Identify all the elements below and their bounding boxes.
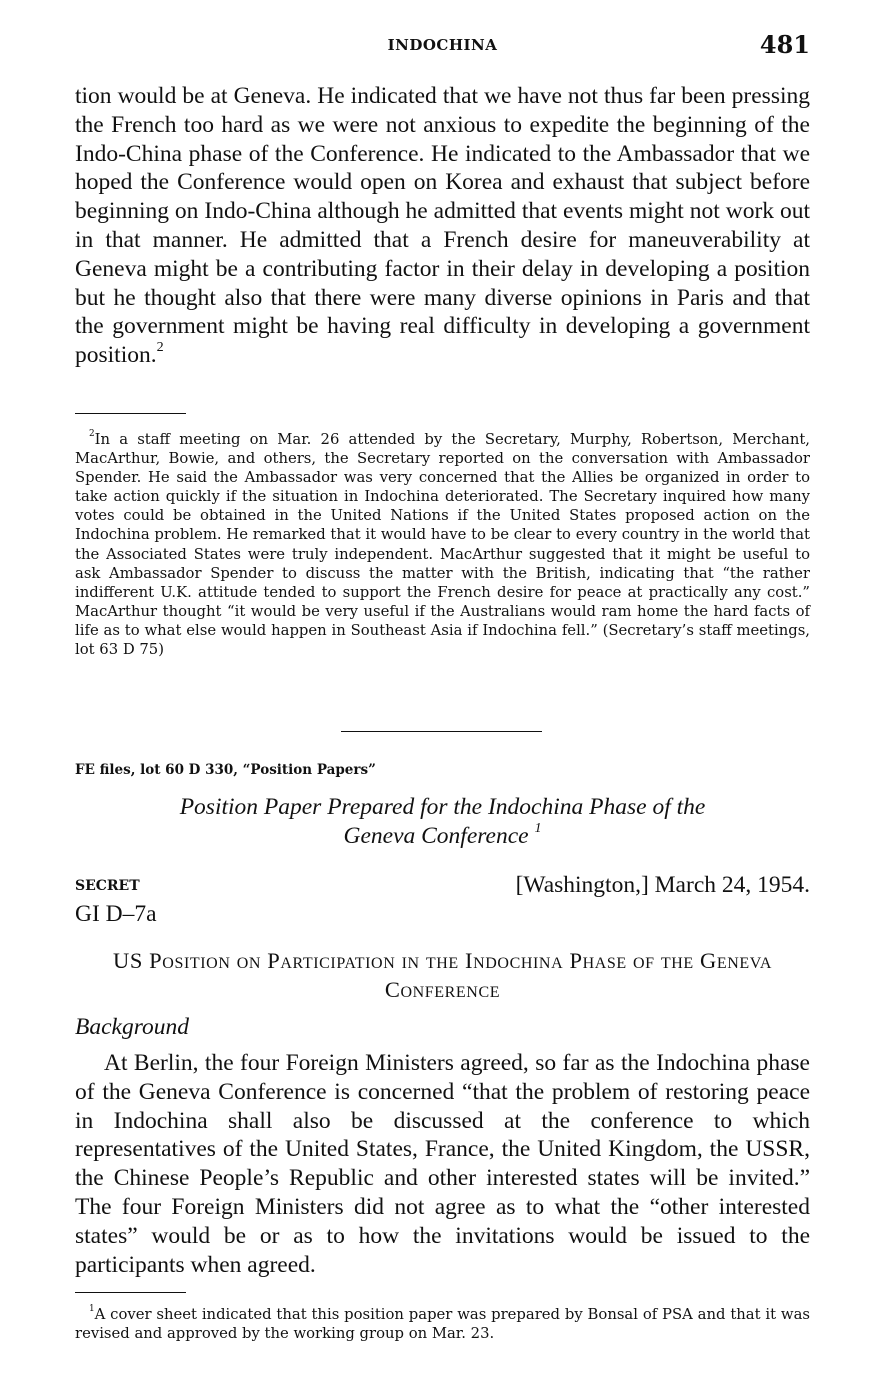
footnote-2-marker: 2 xyxy=(89,429,95,440)
document-title xyxy=(75,793,810,850)
page-number: 481 xyxy=(759,30,810,59)
source-note: FE files, lot 60 D 330, “Position Papers” xyxy=(75,762,376,778)
section-heading: US Position on Participation in the Indochina Phase of the Geneva Conference xyxy=(113,948,772,1002)
document-title-line-1: Position Paper Prepared for the Indochina Phase of the xyxy=(179,794,706,820)
dateline: [Washington,] March 24, 1954. xyxy=(515,872,810,898)
footnote-1-marker: 1 xyxy=(89,1304,95,1315)
paragraph-background: At Berlin, the four Foreign Ministers agreed, so far as the Indochina phase of the Geneva Conference is concerned “that the problem of restoring peace in Indochina shall also be discussed at the conference to which representatives of the United States, France, the United Kingdom, the USSR, the Chinese People’s Republic and other interested states will be invited.” The four Foreign Ministers did not agree as to what the “other interested states” would be or as to how the invitations would be issued to the participants when agreed. xyxy=(75,1050,810,1278)
running-header xyxy=(75,30,810,64)
classification-label: SECRET xyxy=(75,878,140,894)
subheading: Background xyxy=(75,1014,189,1040)
footnote-2 xyxy=(75,430,810,659)
footnote-1-text: A cover sheet indicated that this position paper was prepared by Bonsal of PSA and that it was revised and approved by the working group on Mar. 23. xyxy=(75,1306,810,1343)
document-title-line-2 xyxy=(75,819,810,851)
paragraph-continued xyxy=(75,82,810,370)
footnote-reference-2: 2 xyxy=(156,339,164,356)
footnote-divider-bottom xyxy=(75,1292,186,1293)
document-title-line-2-text: Geneva Conference xyxy=(343,822,529,849)
footnote-2-text: In a staff meeting on Mar. 26 attended by the Secretary, Murphy, Robertson, Merchant, MacArthur, Bowie, and others, the Secretary reported on the conversation with Ambassador Spender. He said the Ambassador was very concerned that the Allies be organized in order to take action quickly if the situation in Indochina deteriorated. The Secretary inquired how many votes could be obtained in the United Nations if the United States proposed action on the Indochina problem. He remarked that it would have to be clear to every country in the world that the Associated States were truly independent. MacArthur suggested that it might be useful to ask Ambassador Spender to discuss the matter with the British, indicating that “the rather indifferent U.K. attitude tended to support the French desire for peace at practically any cost.” MacArthur thought “it would be very useful if the Australians would ram home the hard facts of life as to what else would happen in Southeast Asia if Indochina fell.” (Secretary’s staff meetings, lot 63 D 75) xyxy=(75,431,810,659)
section-divider xyxy=(341,731,542,732)
running-title: INDOCHINA xyxy=(387,36,498,54)
footnote-1 xyxy=(75,1305,810,1343)
paragraph-1-text: tion would be at Geneva. He indicated that we have not thus far been pressing the French too hard as we were not anxious to expedite the beginning of the Indo-China phase of the Conference. He indicated to the Ambassador that we hoped the Conference would open on Korea and exhaust that subject before beginning on Indo-China although he admitted that events might not work out in that manner. He admitted that a French desire for maneuverability at Geneva might be a contributing factor in their delay in developing a position but he thought also that there were many diverse opinions in Paris and that the government might be having real difficulty in developing a government position. xyxy=(75,83,810,369)
footnote-reference-1: 1 xyxy=(534,819,542,836)
footnote-divider xyxy=(75,413,186,414)
document-id: GI D–7a xyxy=(75,901,157,927)
